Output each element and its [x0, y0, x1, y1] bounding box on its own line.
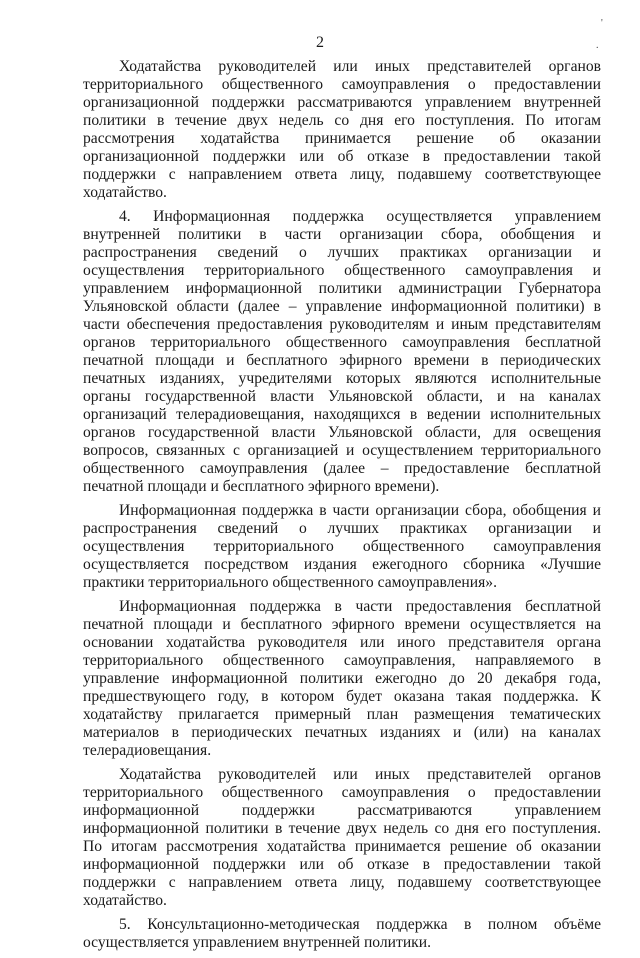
paragraph-free-airtime: Информационная поддержка в части предоставления бесплатной печатной площади и бесплатного эфирного времени осуществляется на основании ходатайства руководителя или иного представителя органа территориального общественного самоуправления, направляемого в управление информационной политики ежегодно до 20 декабря года, предшествующего году, в котором будет оказана такая поддержка. К ходатайству прилагается примерный план размещения тематических материалов в периодических печатных изданиях и (или) на каналах телерадиовещания. [83, 598, 601, 759]
paragraph-info-support: 4. Информационная поддержка осуществляется управлением внутренней политики в части организации сбора, обобщения и распространения сведений о лучших практиках организации и осуществления территориального общественного самоуправления и управлением информационной политики администрации Губернатора Ульяновской области (далее – управление информационной политики) в части обеспечения предоставления руководителям и иным представителям органов территориального общественного самоуправления бесплатной печатной площади и бесплатного эфирного времени в периодических печатных изданиях, учредителями которых являются исполнительные органы государственной власти Ульяновской области, и на каналах организаций телерадиовещания, находящихся в ведении исполнительных органов государственной власти Ульяновской области, для освещения вопросов, связанных с организацией и осуществлением территориального общественного самоуправления (далее – предоставление бесплатной печатной площади и бесплатного эфирного времени). [83, 208, 601, 495]
margin-mark: ' [601, 18, 603, 29]
paragraph-consulting-support: 5. Консультационно-методическая поддержка в полном объёме осуществляется управлением внутренней политики. [83, 916, 601, 951]
document-body [83, 58, 601, 958]
paragraph-org-support-review: Ходатайства руководителей или иных представителей органов территориального общественного самоуправления о предоставлении организационной поддержки рассматриваются управлением внутренней политики в течение двух недель со дня его поступления. По итогам рассмотрения ходатайства принимается решение об оказании организационной поддержки или об отказе в предоставлении такой поддержки с направлением ответа лицу, подавшему соответствующее ходатайство. [83, 58, 601, 201]
paragraph-best-practices: Информационная поддержка в части организации сбора, обобщения и распространения сведений о лучших практиках организации и осуществления территориального общественного самоуправления осуществляется посредством издания ежегодного сборника «Лучшие практики территориального общественного самоуправления». [83, 502, 601, 591]
paragraph-info-support-review: Ходатайства руководителей или иных представителей органов территориального общественного самоуправления о предоставлении информационной поддержки рассматриваются управлением информационной политики в течение двух недель со дня его поступления. По итогам рассмотрения ходатайства принимается решение об оказании информационной поддержки или об отказе в предоставлении такой поддержки с направлением ответа лицу, подавшему соответствующее ходатайство. [83, 766, 601, 909]
margin-mark: . [596, 40, 599, 51]
page-number: 2 [316, 34, 324, 51]
